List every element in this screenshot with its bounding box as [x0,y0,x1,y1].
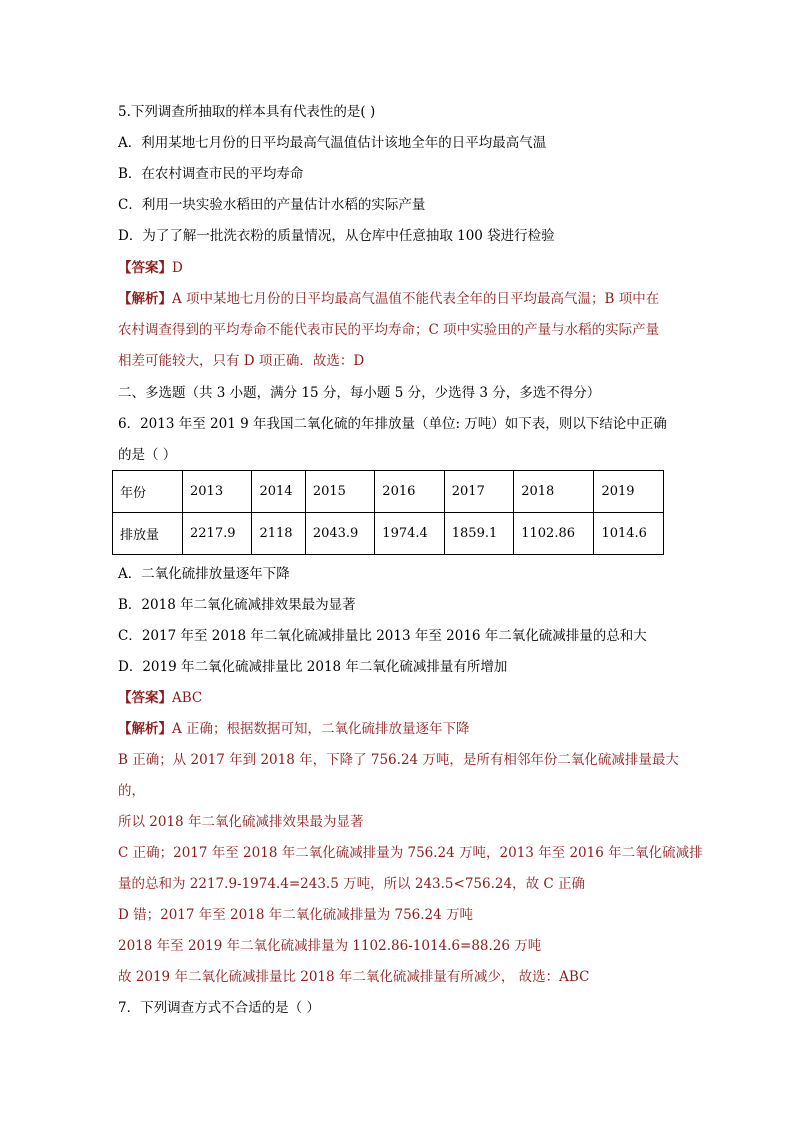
q6-analysis-line-3: 的， [118,783,145,799]
q6-analysis-label: 【解析】 [118,721,172,737]
q6-analysis-line-5: C 正确；2017 年至 2018 年二氧化硫减排量为 756.24 万吨，2013 年至 2016 年二氧化硫减排 [118,845,703,861]
q6-answer-label: 【答案】 [118,690,172,706]
q5-analysis-line-1 [118,289,659,309]
q6-analysis-line-1 [118,719,470,739]
table-cell: 2217.9 [183,513,252,555]
q6-stem-line-1: 6．2013 年至 201 9 年我国二氧化硫的年排放量（单位: 万吨）如下表，则以下结论中正确 [118,416,667,432]
table-cell: 2043.9 [305,513,374,555]
q5-analysis-line-2: 农村调查得到的平均寿命不能代表市民的平均寿命；C 项中实验田的产量与水稻的实际产量 [118,322,660,338]
q7-stem: 7．下列调查方式不合适的是（ ） [118,1000,320,1016]
q6-analysis-line-9: 故 2019 年二氧化硫减排量比 2018 年二氧化硫减排量有所减少， 故选：ABC [118,969,590,985]
q5-option-a: A．利用某地七月份的日平均最高气温值估计该地全年的日平均最高气温 [118,135,547,151]
table-cell: 2016 [375,471,444,513]
q5-stem: 5.下列调查所抽取的样本具有代表性的是( ) [118,104,376,120]
table-cell: 2015 [305,471,374,513]
table-row-emissions [113,513,664,555]
table-header-cell: 排放量 [113,513,183,555]
q6-analysis-line-6: 量的总和为 2217.9-1974.4=243.5 万吨，所以 243.5<756.24，故 C 正确 [118,876,585,892]
q5-answer-value: D [172,260,183,276]
q6-analysis-line-7: D 错；2017 年至 2018 年二氧化硫减排量为 756.24 万吨 [118,907,474,923]
q6-option-b: B．2018 年二氧化硫减排效果最为显著 [118,597,356,613]
q6-answer-value: ABC [172,690,203,706]
table-cell: 2019 [594,471,664,513]
table-cell: 1859.1 [444,513,513,555]
table-cell: 1014.6 [594,513,664,555]
q6-stem-line-2: 的是（ ） [118,447,177,463]
emission-table [112,470,664,555]
q5-analysis-text-1: A 项中某地七月份的日平均最高气温值不能代表全年的日平均最高气温；B 项中在 [172,291,660,307]
q6-analysis-text-1: A 正确；根据数据可知，二氧化硫排放量逐年下降 [172,721,470,737]
q6-answer [118,688,202,708]
q5-answer-label: 【答案】 [118,260,172,276]
q5-analysis-label: 【解析】 [118,291,172,307]
q6-analysis-line-2: B 正确；从 2017 年到 2018 年，下降了 756.24 万吨，是所有相邻年份二氧化硫减排量最大 [118,752,679,768]
table-header-cell: 年份 [113,471,183,513]
q6-analysis-line-8: 2018 年至 2019 年二氧化硫减排量为 1102.86-1014.6=88.26 万吨 [118,938,542,954]
table-row-years [113,471,664,513]
table-cell: 2013 [183,471,252,513]
table-cell: 2014 [252,471,305,513]
table-cell: 1974.4 [375,513,444,555]
q6-analysis-line-4: 所以 2018 年二氧化硫减排效果最为显著 [118,814,364,830]
table-cell: 2018 [514,471,594,513]
q5-analysis-line-3: 相差可能较大，只有 D 项正确．故选：D [118,353,365,369]
q6-option-a: A．二氧化硫排放量逐年下降 [118,566,290,582]
q5-option-d: D．为了了解一批洗衣粉的质量情况，从仓库中任意抽取 100 袋进行检验 [118,228,555,244]
q5-answer [118,258,183,278]
table-cell: 1102.86 [514,513,594,555]
q6-option-d: D．2019 年二氧化硫减排量比 2018 年二氧化硫减排量有所增加 [118,659,508,675]
section-heading: 二、多选题（共 3 小题，满分 15 分，每小题 5 分，少选得 3 分，多选不得分） [118,385,601,401]
table-cell: 2118 [252,513,305,555]
q5-option-b: B．在农村调查市民的平均寿命 [118,166,304,182]
q6-option-c: C．2017 年至 2018 年二氧化硫减排量比 2013 年至 2016 年二氧化硫减排量的总和大 [118,628,647,644]
q5-option-c: C．利用一块实验水稻田的产量估计水稻的实际产量 [118,197,426,213]
table-cell: 2017 [444,471,513,513]
